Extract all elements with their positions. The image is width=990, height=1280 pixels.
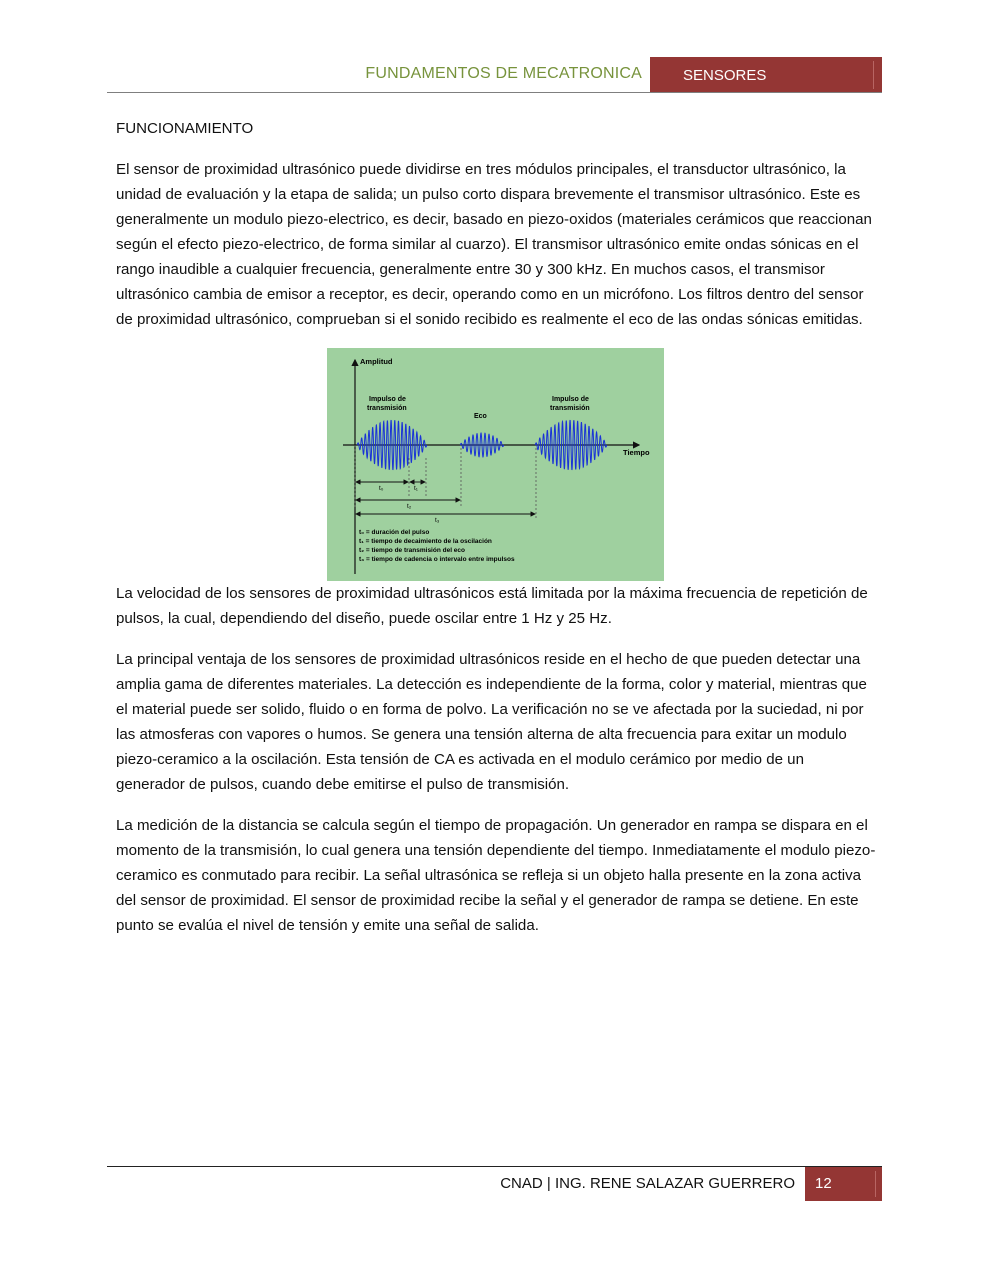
legend-t0: t₀ = duración del pulso — [359, 529, 430, 536]
x-axis-label: Tiempo — [623, 448, 650, 457]
page-footer — [107, 1166, 882, 1201]
ultrasonic-pulse-figure — [327, 348, 664, 581]
t1-label: t₁ — [414, 485, 418, 492]
page-number: 12 — [805, 1167, 882, 1201]
section-tag: SENSORES — [650, 57, 882, 93]
y-axis-label: Amplitud — [360, 357, 393, 366]
document-title: FUNDAMENTOS DE MECATRONICA — [365, 65, 642, 82]
paragraph-1: El sensor de proximidad ultrasónico puede dividirse en tres módulos principales, el transductor ultrasónico, la unidad de evaluación y la etapa de salida; un pulso corto dispara brevemente el transmisor ultrasónico. Este es generalmente un modulo piezo-electrico, es decir, basado en piezo-oxidos (materiales cerámicos que reaccionan según el efecto piezo-electrico, de forma similar al cuarzo). El transmisor ultrasónico emite ondas sónicas en el rango inaudible a cualquier frecuencia, generalmente entre 30 y 300 kHz. En muchos casos, el transmisor ultrasónico cambia de emisor a receptor, es decir, operando como en un micrófono. Los filtros dentro del sensor de proximidad ultrasónico, comprueban si el sonido recibido es realmente el eco de las ondas sónicas emitidas. — [116, 161, 872, 328]
paragraph-4: La medición de la distancia se calcula según el tiempo de propagación. Un generador en rampa se dispara en el momento de la transmisión, lo cual genera una tensión dependiente del tiempo. Inmediatamente el modulo piezo-ceramico es conmutado para recibir. La señal ultrasónica se refleja si un objeto halla presente en la zona activa del sensor de proximidad. El sensor de proximidad recibe la señal y el generador de rampa se detiene. En este punto se evalúa el nivel de tensión y emite una señal de salida. — [116, 817, 876, 934]
pulse2-label-line1: Impulso de — [552, 396, 589, 403]
paragraph-3: La principal ventaja de los sensores de proximidad ultrasónicos reside en el hecho de que pueden detectar una amplia gama de diferentes materiales. La detección es independiente de la forma, color y material, mientras que el material puede ser solido, fluido o en forma de polvo. La verificación no se ve afectada por la suciedad, ni por las atmosferas con vapores o humos. Se genera una tensión alterna de alta frecuencia para exitar un modulo piezo-ceramico a la oscilación. Esta tensión de CA es activada en el modulo cerámico por medio de un generador de pulsos, cuando debe emitirse el pulso de transmisión. — [116, 651, 867, 793]
paragraph-2: La velocidad de los sensores de proximidad ultrasónicos está limitada por la máxima frecuencia de repetición de pulsos, la cual, dependiendo del diseño, puede oscilar entre 1 Hz y 25 Hz. — [116, 585, 868, 627]
pulse1-label-line2: transmisión — [367, 405, 407, 412]
t3-label: t₃ — [435, 517, 440, 524]
footer-rule — [107, 1166, 882, 1167]
footer-author: CNAD | ING. RENE SALAZAR GUERRERO — [500, 1175, 795, 1192]
legend-t3: t₃ = tiempo de cadencia o intervalo entre impulsos — [359, 556, 515, 563]
legend-t2: t₂ = tiempo de transmisión del eco — [359, 547, 466, 554]
echo-label: Eco — [474, 413, 487, 420]
pulse1-label-line1: Impulso de — [369, 396, 406, 403]
header-rule — [107, 92, 882, 93]
page-content — [116, 116, 876, 954]
t0-label: t₀ — [379, 485, 384, 492]
legend-t1: t₁ = tiempo de decaimiento de la oscilación — [359, 538, 492, 545]
section-heading: FUNCIONAMIENTO — [116, 120, 254, 137]
page-header — [107, 57, 882, 93]
pulse-diagram — [327, 348, 664, 581]
pulse2-label-line2: transmisión — [550, 405, 590, 412]
t2-label: t₂ — [407, 503, 412, 510]
